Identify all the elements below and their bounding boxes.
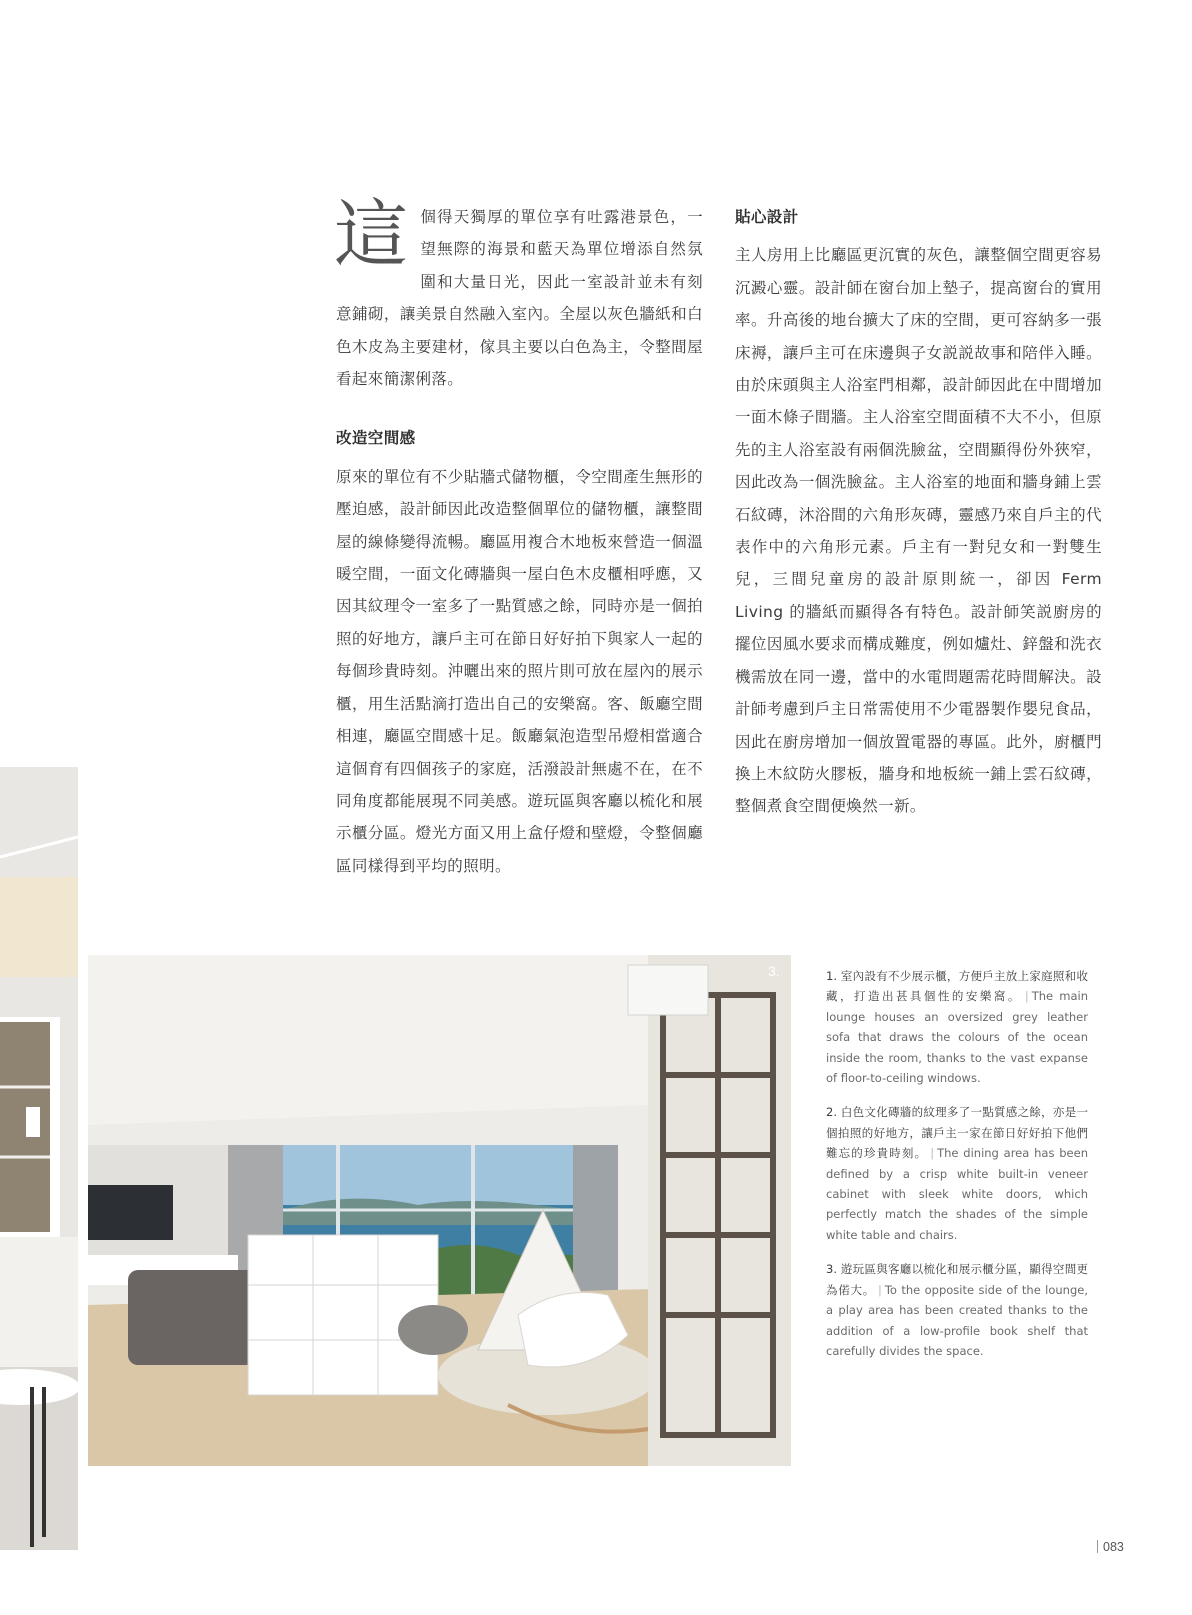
section-body-design: 主人房用上比廳區更沉實的灰色，讓整個空間更容易沉澱心靈。設計師在窗台加上墊子，提高窗台的實用率。升高後的地台擴大了床的空間，更可容納多一張床褥，讓戶主可在床邊與子女説説故事和陪伴入睡。由於床頭與主人浴室門相鄰，設計師因此在中間增加一面木條子間牆。主人浴室空間面積不大不小，但原先的主人浴室設有兩個洗臉盆，空間顯得份外狹窄，因此改為一個洗臉盆。主人浴室的地面和牆身鋪上雲石紋磚，沐浴間的六角形灰磚，靈感乃來自戶主的代表作中的六角形元素。戶主有一對兒女和一對雙生兒，三間兒童房的設計原則統一，卻因 Ferm Living 的牆紙而顯得各有特色。設計師笑説廚房的擺位因風水要求而構成難度，例如爐灶、鋅盤和洗衣機需放在同一邊，當中的水電問題需花時間解決。設計師考慮到戶主日常需使用不少電器製作嬰兒食品，因此在廚房增加一個放置電器的專區。此外，廚櫃門換上木紋防火膠板，牆身和地板統一鋪上雲石紋磚，整個煮食空間便煥然一新。 xyxy=(735,246,1102,816)
photo-number: 3. xyxy=(768,963,780,979)
interior-photo-cropped xyxy=(0,767,78,1550)
intro-text: 個得天獨厚的單位享有吐露港景色，一望無際的海景和藍天為單位增添自然氛圍和大量日光，因此一室設計並未有刻意鋪砌，讓美景自然融入室內。全屋以灰色牆紙和白色木皮為主要建材，傢具主要以白色為主，令整間屋看起來簡潔俐落。 xyxy=(336,208,703,389)
caption-3-zh: 3. 遊玩區與客廳以梳化和展示櫃分區，顯得空間更為偌大。 xyxy=(826,1262,1088,1297)
article-column-left xyxy=(334,192,703,882)
caption-2-separator: | xyxy=(930,1146,935,1161)
caption-3 xyxy=(826,1259,1088,1361)
caption-2-zh: 2. 白色文化磚牆的紋理多了一點質感之餘，亦是一個拍照的好地方，讓戶主一家在節日好好拍下他們難忘的珍貴時刻。 xyxy=(826,1105,1088,1161)
interior-photo-cropped-art xyxy=(0,767,78,1550)
dropcap: 這 xyxy=(334,192,409,278)
section-body-space: 原來的單位有不少貼牆式儲物櫃，令空間產生無形的壓迫感，設計師因此改造整個單位的儲物櫃，讓整間屋的線條變得流暢。廳區用複合木地板來營造一個溫暖空間，一面文化磚牆與一屋白色木皮櫃相呼應，又因其紋理令一室多了一點質感之餘，同時亦是一個拍照的好地方，讓戶主可在節日好好拍下與家人一起的每個珍貴時刻。沖曬出來的照片則可放在屋內的展示櫃，用生活點滴打造出自己的安樂窩。客、飯廳空間相連，廳區空間感十足。飯廳氣泡造型吊燈相當適合這個育有四個孩子的家庭，活潑設計無處不在，在不同角度都能展現不同美感。遊玩區與客廳以梳化和展示櫃分區。燈光方面又用上盒仔燈和壁燈，令整個廳區同樣得到平均的照明。 xyxy=(336,467,703,875)
caption-3-separator: | xyxy=(877,1282,882,1297)
article-column-right xyxy=(735,201,1102,823)
caption-3-en: To the opposite side of the lounge, a play area has been created thanks to the addition of a low-profile book shelf that carefully divides the space. xyxy=(826,1282,1088,1358)
page-number xyxy=(1097,1540,1124,1554)
living-room-photo xyxy=(88,955,791,1466)
caption-1-zh: 1. 室內設有不少展示櫃，方便戶主放上家庭照和收藏，打造出甚具個性的安樂窩。 xyxy=(826,969,1088,1004)
caption-1-en: The main lounge houses an oversized grey leather sofa that draws the colours of the ocean inside the room, thanks to the vast expanse of floor-to-ceiling windows. xyxy=(826,989,1089,1086)
living-room-photo-art xyxy=(88,955,791,1466)
caption-2-en: The dining area has been defined by a crisp white built-in veneer cabinet with sleek white doors, which perfectly match the shades of the simple white table and chairs. xyxy=(826,1146,1088,1242)
section-heading-design: 貼心設計 xyxy=(735,208,799,226)
caption-1-separator: | xyxy=(1024,989,1029,1004)
section-heading-space: 改造空間感 xyxy=(336,429,416,448)
page-number-divider xyxy=(1097,1540,1098,1553)
caption-2 xyxy=(826,1102,1088,1245)
caption-1 xyxy=(826,966,1088,1088)
page-number-text: 083 xyxy=(1103,1540,1124,1554)
photo-captions xyxy=(826,966,1088,1375)
intro-paragraph xyxy=(334,192,703,395)
